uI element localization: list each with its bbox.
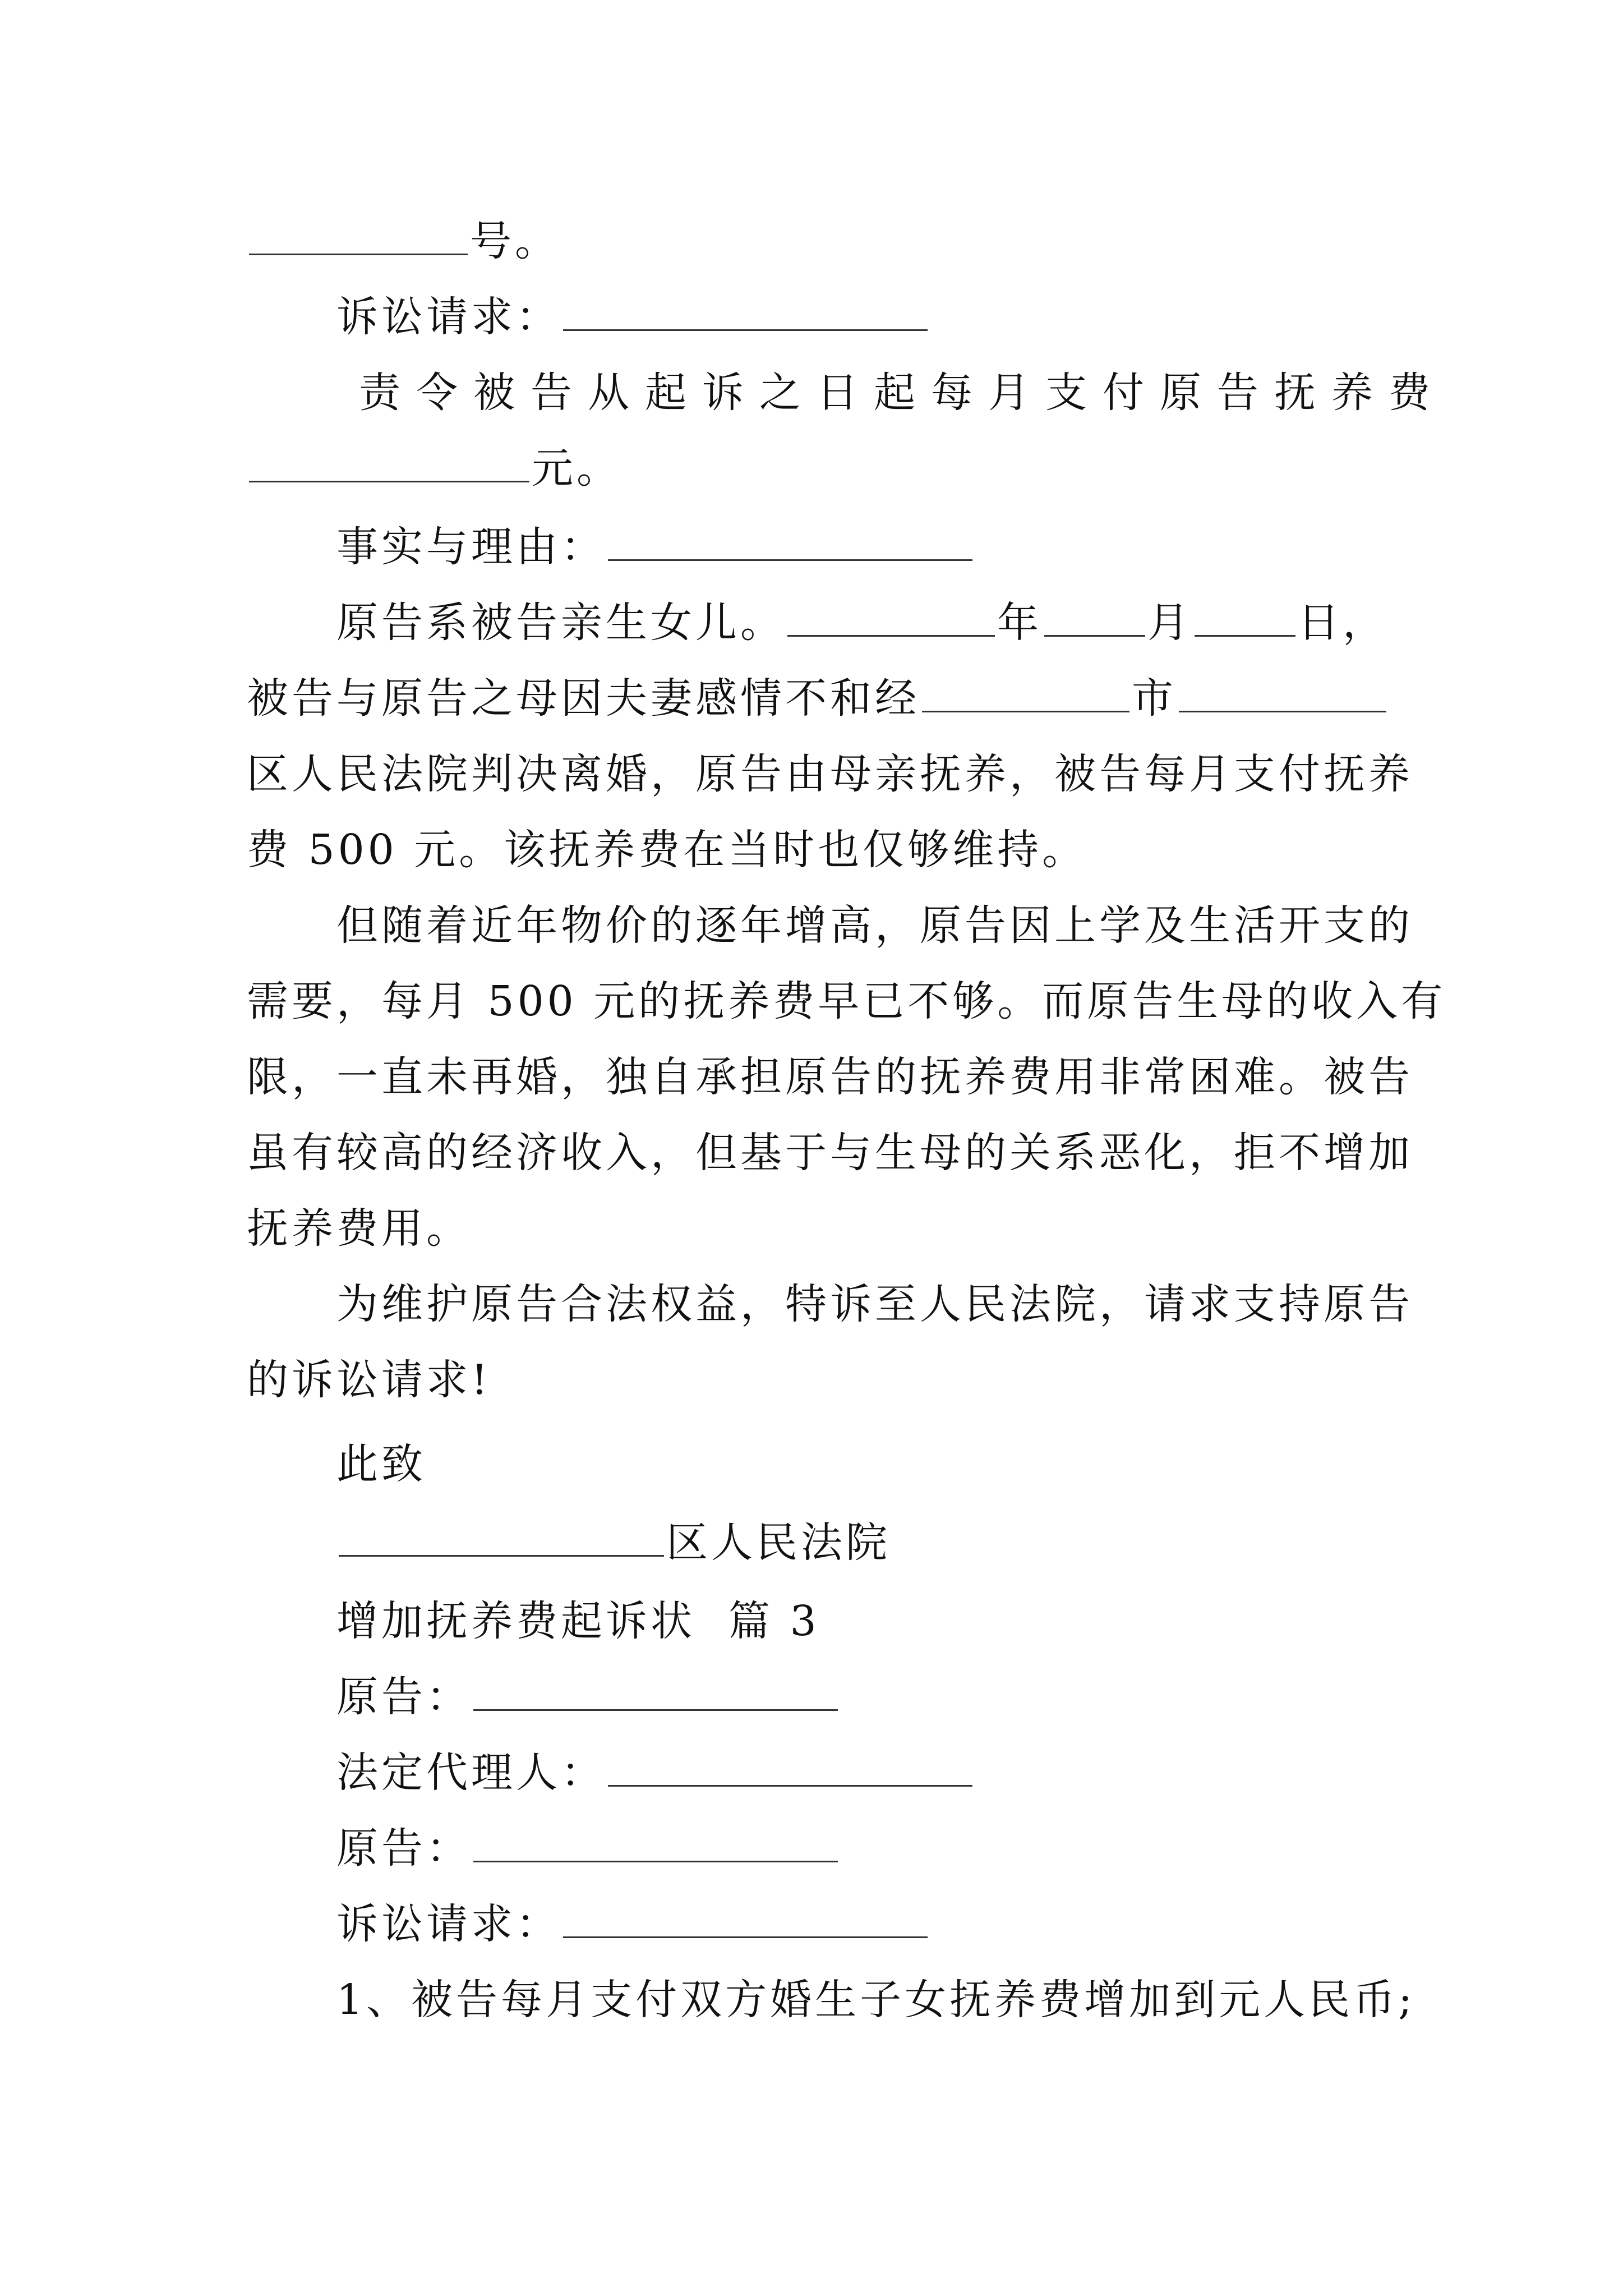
text-segment: 需要，每月 500 元的抚养费早已不够。而原告生母的收入有	[247, 977, 1446, 1025]
blank-field	[473, 1821, 838, 1862]
plaintiff-field-line	[336, 1669, 840, 1725]
paragraph-line	[247, 1049, 1413, 1105]
paragraph-line	[247, 1125, 1413, 1181]
claim-text-line	[359, 365, 1446, 421]
claim-item-line	[336, 1972, 1415, 2028]
section-title	[336, 1593, 820, 1649]
text-segment: 月	[1147, 599, 1192, 647]
blank-field	[563, 290, 928, 331]
text-segment: 被告与原告之母因夫妻感情不和经	[247, 674, 920, 723]
blank-field	[339, 1516, 664, 1557]
legal-agent-label: 法定代理人：	[336, 1749, 606, 1797]
claim-text: 责令被告从起诉之日起每月支付原告抚养费	[359, 369, 1446, 417]
blank-field	[249, 214, 468, 255]
plaintiff-label: 原告：	[336, 1824, 471, 1872]
text-segment: 日，	[1298, 599, 1387, 647]
claims-label: 诉讼请求：	[336, 1900, 561, 1948]
blank-field	[1179, 671, 1386, 712]
text-segment: 的诉讼请求!	[247, 1356, 491, 1404]
paragraph-line	[247, 670, 1389, 726]
salutation	[336, 1436, 426, 1492]
text-segment: 虽有较高的经济收入，但基于与生母的关系恶化，拒不增加	[247, 1129, 1413, 1177]
text-segment: 限，一直未再婚，独自承担原告的抚养费用非常困难。被告	[247, 1053, 1413, 1101]
paragraph-line	[247, 973, 1446, 1029]
text-segment: 费 500 元。该抚养费在当时也仅够维持。	[247, 826, 1087, 874]
paragraph-line	[247, 1200, 471, 1257]
claims-label: 诉讼请求：	[336, 293, 561, 341]
blank-field	[249, 441, 529, 482]
text-segment: 市	[1132, 674, 1177, 723]
paragraph-line	[336, 1276, 1413, 1332]
claims-field-line	[336, 1896, 930, 1952]
blank-field	[922, 671, 1129, 712]
case-number-line	[247, 213, 560, 269]
section-title-text: 增加抚养费起诉状 篇 3	[336, 1597, 820, 1645]
text-segment: 区人民法院判决离婚，原告由母亲抚养，被告每月支付抚养	[247, 750, 1413, 798]
blank-field	[787, 596, 995, 637]
paragraph-line	[247, 1352, 491, 1408]
text-segment: 年	[997, 599, 1042, 647]
text-segment: 此致	[336, 1440, 426, 1488]
blank-field	[1195, 596, 1295, 637]
blank-field	[473, 1670, 838, 1711]
legal-agent-field-line	[336, 1745, 975, 1801]
text-segment: 为维护原告合法权益，特诉至人民法院，请求支持原告	[336, 1280, 1413, 1328]
blank-field	[608, 520, 972, 561]
paragraph-line	[247, 822, 1087, 878]
claims-heading	[336, 289, 930, 345]
blank-field	[608, 1746, 972, 1787]
text-segment: 原告系被告亲生女儿。	[336, 599, 785, 647]
blank-field	[563, 1897, 928, 1938]
text-segment: 抚养费用。	[247, 1204, 471, 1253]
court-line	[336, 1515, 891, 1571]
case-number-suffix: 号。	[470, 217, 560, 265]
paragraph-line	[336, 595, 1387, 651]
amount-line	[247, 440, 621, 496]
amount-suffix: 元。	[532, 444, 621, 493]
blank-field	[1044, 596, 1145, 637]
claim-item-text: 1、被告每月支付双方婚生子女抚养费增加到元人民币;	[336, 1976, 1416, 2024]
facts-label: 事实与理由：	[336, 523, 606, 571]
paragraph-line	[336, 898, 1413, 954]
paragraph-line	[247, 746, 1413, 802]
plaintiff-label: 原告：	[336, 1673, 471, 1721]
text-segment: 但随着近年物价的逐年增高，原告因上学及生活开支的	[336, 901, 1413, 950]
facts-heading	[336, 519, 975, 575]
plaintiff-field-line	[336, 1820, 840, 1876]
court-name-suffix: 区人民法院	[666, 1519, 891, 1567]
